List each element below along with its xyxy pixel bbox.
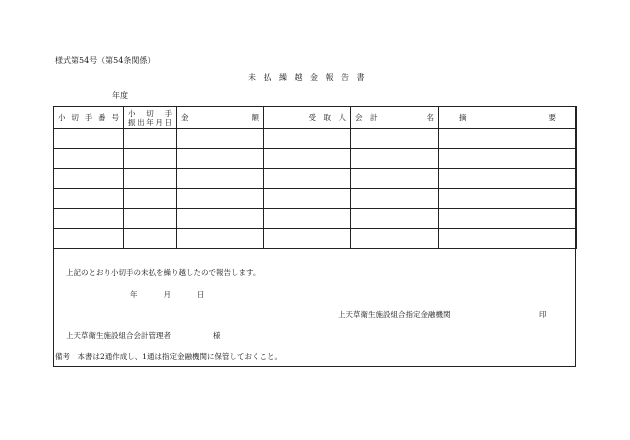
column-issue-date-line2: 振出年月日 — [128, 117, 172, 127]
cell-check-number[interactable] — [54, 149, 124, 169]
cell-account[interactable] — [351, 229, 439, 249]
column-payee-label: 受 取 人 — [308, 113, 346, 122]
cell-payee[interactable] — [264, 169, 351, 189]
cell-remarks[interactable] — [439, 129, 577, 149]
cell-amount[interactable] — [177, 169, 264, 189]
table-row — [54, 169, 577, 189]
seal-mark: 印 — [539, 310, 547, 319]
remarks-note: 備考 本書は2通作成し、1通は指定金融機関に保管しておくこと。 — [55, 352, 283, 361]
cell-check-number[interactable] — [54, 169, 124, 189]
cell-issue-date[interactable] — [124, 189, 177, 209]
cell-payee[interactable] — [264, 189, 351, 209]
cell-payee[interactable] — [264, 229, 351, 249]
table-header-row — [54, 107, 577, 129]
column-amount — [177, 107, 264, 129]
column-amount-label-left: 金 — [181, 113, 189, 122]
designated-bank-name: 上天草衛生施設組合指定金融機関 — [338, 310, 451, 319]
date-line — [130, 290, 205, 300]
cell-check-number[interactable] — [54, 209, 124, 229]
date-day-label: 日 — [197, 290, 205, 299]
column-remarks — [439, 107, 577, 129]
cell-remarks[interactable] — [439, 189, 577, 209]
cell-issue-date[interactable] — [124, 149, 177, 169]
column-issue-date-line1: 小 切 手 — [128, 108, 172, 118]
table-row — [54, 189, 577, 209]
cell-remarks[interactable] — [439, 149, 577, 169]
cell-payee[interactable] — [264, 149, 351, 169]
table-row — [54, 209, 577, 229]
column-account-label-left: 会 計 — [355, 113, 378, 122]
cell-remarks[interactable] — [439, 229, 577, 249]
cell-amount[interactable] — [177, 149, 264, 169]
column-account — [351, 107, 439, 129]
cell-amount[interactable] — [177, 129, 264, 149]
cell-check-number[interactable] — [54, 189, 124, 209]
column-remarks-label-left: 摘 — [459, 113, 467, 122]
cell-amount[interactable] — [177, 229, 264, 249]
column-issue-date — [124, 107, 177, 129]
column-check-number-label: 小切手番号 — [58, 113, 119, 122]
table-row — [54, 129, 577, 149]
column-amount-label-right: 額 — [251, 113, 259, 122]
carryover-table — [53, 106, 577, 249]
cell-account[interactable] — [351, 129, 439, 149]
cell-check-number[interactable] — [54, 129, 124, 149]
cell-issue-date[interactable] — [124, 169, 177, 189]
cell-payee[interactable] — [264, 129, 351, 149]
column-payee — [264, 107, 351, 129]
document-title: 未払繰越金報告書 — [248, 73, 372, 82]
cell-account[interactable] — [351, 169, 439, 189]
cell-remarks[interactable] — [439, 169, 577, 189]
cell-issue-date[interactable] — [124, 129, 177, 149]
table-row — [54, 229, 577, 249]
column-account-label-right: 名 — [426, 113, 434, 122]
date-year-label: 年 — [130, 290, 138, 299]
cell-account[interactable] — [351, 209, 439, 229]
cell-account[interactable] — [351, 149, 439, 169]
cell-account[interactable] — [351, 189, 439, 209]
addressee-name: 上天草衛生施設組合会計管理者 — [66, 331, 171, 340]
date-month-label: 月 — [163, 290, 171, 299]
cell-issue-date[interactable] — [124, 209, 177, 229]
cell-remarks[interactable] — [439, 209, 577, 229]
fiscal-year-label: 年度 — [112, 91, 128, 100]
column-remarks-label-right: 要 — [548, 113, 556, 122]
cell-amount[interactable] — [177, 189, 264, 209]
report-statement: 上記のとおり小切手の未払を繰り越したので報告します。 — [66, 268, 261, 277]
cell-check-number[interactable] — [54, 229, 124, 249]
cell-payee[interactable] — [264, 209, 351, 229]
form-reference: 様式第54号（第54条関係） — [55, 56, 156, 65]
cell-issue-date[interactable] — [124, 229, 177, 249]
addressee-honorific: 様 — [213, 331, 221, 340]
cell-amount[interactable] — [177, 209, 264, 229]
table-row — [54, 149, 577, 169]
column-check-number — [54, 107, 124, 129]
